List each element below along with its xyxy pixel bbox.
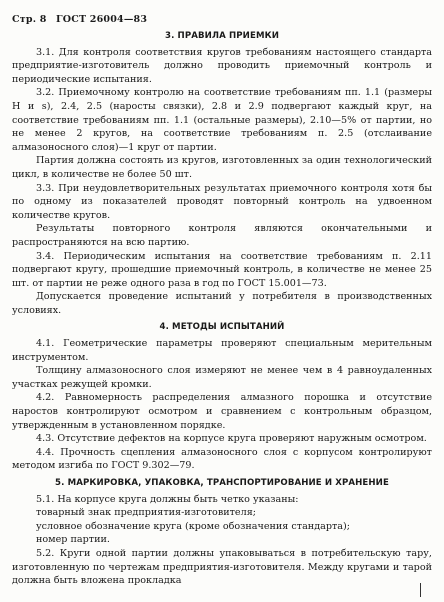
paragraph: 4.1. Геометрические параметры проверяют специальным мерительным инструментом. bbox=[12, 338, 432, 363]
paragraph: Допускается проведение испытаний у потребителя в производственных условиях. bbox=[12, 291, 432, 316]
section-title: 4. МЕТОДЫ ИСПЫТАНИЙ bbox=[159, 322, 285, 333]
paragraph: 3.4. Периодическим испытания на соответствие требованиям п. 2.11 подвергают кругу, прошедшие приемочный контроль, в количестве не менее 25 шт. от партии не реже одного раза в год по ГОСТ 15.001—73. bbox=[12, 250, 432, 289]
paragraph: 4.2. Равномерность распределения алмазного порошка и отсутствие наростов контролируют осмотром и сравнением с контрольным образцом, утвержденным в установленном порядке. bbox=[12, 392, 432, 431]
paragraph: 3.3. При неудовлетворительных результатах приемочного контроля хотя бы по одному из показателей проводят повторный контроль на удвоенном количестве кругов. bbox=[12, 182, 432, 221]
page-header bbox=[12, 14, 153, 25]
paragraph: 5.2. Круги одной партии должны упаковываться в потребительскую тару, изготовленную по чертежам предприятия-изготовителя. Между кругами и тарой должна быть вложена прокладка bbox=[12, 547, 432, 587]
paragraph: Толщину алмазоносного слоя измеряют не менее чем в 4 равноудаленных участках режущей кромки. bbox=[12, 365, 432, 390]
paragraph: 3.2. Приемочному контролю на соответствие требованиям пп. 1.1 (размеры H и s), 2.4, 2.5 (наросты связки), 2.8 и 2.9 подвергают каждый круг, на соответствие требованиям пп. 1.1 (остальные размеры), 2.10—5% от партии, но не менее 2 кругов, на соответствие требованиям п. 2.5 (отслаивание алмазоносного слоя)—1 круг от партии. bbox=[12, 87, 432, 153]
paragraph: номер партии. bbox=[36, 534, 110, 546]
paragraph: 4.3. Отсутствие дефектов на корпусе круга проверяют наружным осмотром. bbox=[36, 433, 427, 445]
paragraph: 4.4. Прочность сцепления алмазоносного слоя с корпусом контролируют методом изгиба по ГОСТ 9.302—79. bbox=[12, 446, 432, 472]
paragraph: Партия должна состоять из кругов, изготовленных за один технологический цикл, в количестве не более 50 шт. bbox=[12, 155, 432, 180]
section-title: 3. ПРАВИЛА ПРИЕМКИ bbox=[164, 31, 280, 41]
standard-code: ГОСТ 26004—83 bbox=[56, 14, 148, 25]
paragraph: 3.1. Для контроля соответствия кругов требованиям настоящего стандарта предприятие-изготовитель должно проводить приемочный контроль и периодические испытания. bbox=[12, 46, 432, 85]
page-number: Стр. 8 bbox=[12, 14, 47, 25]
paragraph: 5.1. На корпусе круга должны быть четко указаны: bbox=[36, 493, 299, 505]
section-title: 5. МАРКИРОВКА, УПАКОВКА, ТРАНСПОРТИРОВАНИЕ И ХРАНЕНИЕ bbox=[55, 478, 389, 488]
document-body bbox=[12, 26, 432, 588]
scan-mark bbox=[420, 583, 421, 597]
paragraph: Результаты повторного контроля являются окончательными и распространяются на всю партию. bbox=[12, 223, 432, 248]
paragraph: условное обозначение круга (кроме обозначения стандарта); bbox=[36, 520, 350, 532]
paragraph: товарный знак предприятия-изготовителя; bbox=[36, 507, 256, 519]
